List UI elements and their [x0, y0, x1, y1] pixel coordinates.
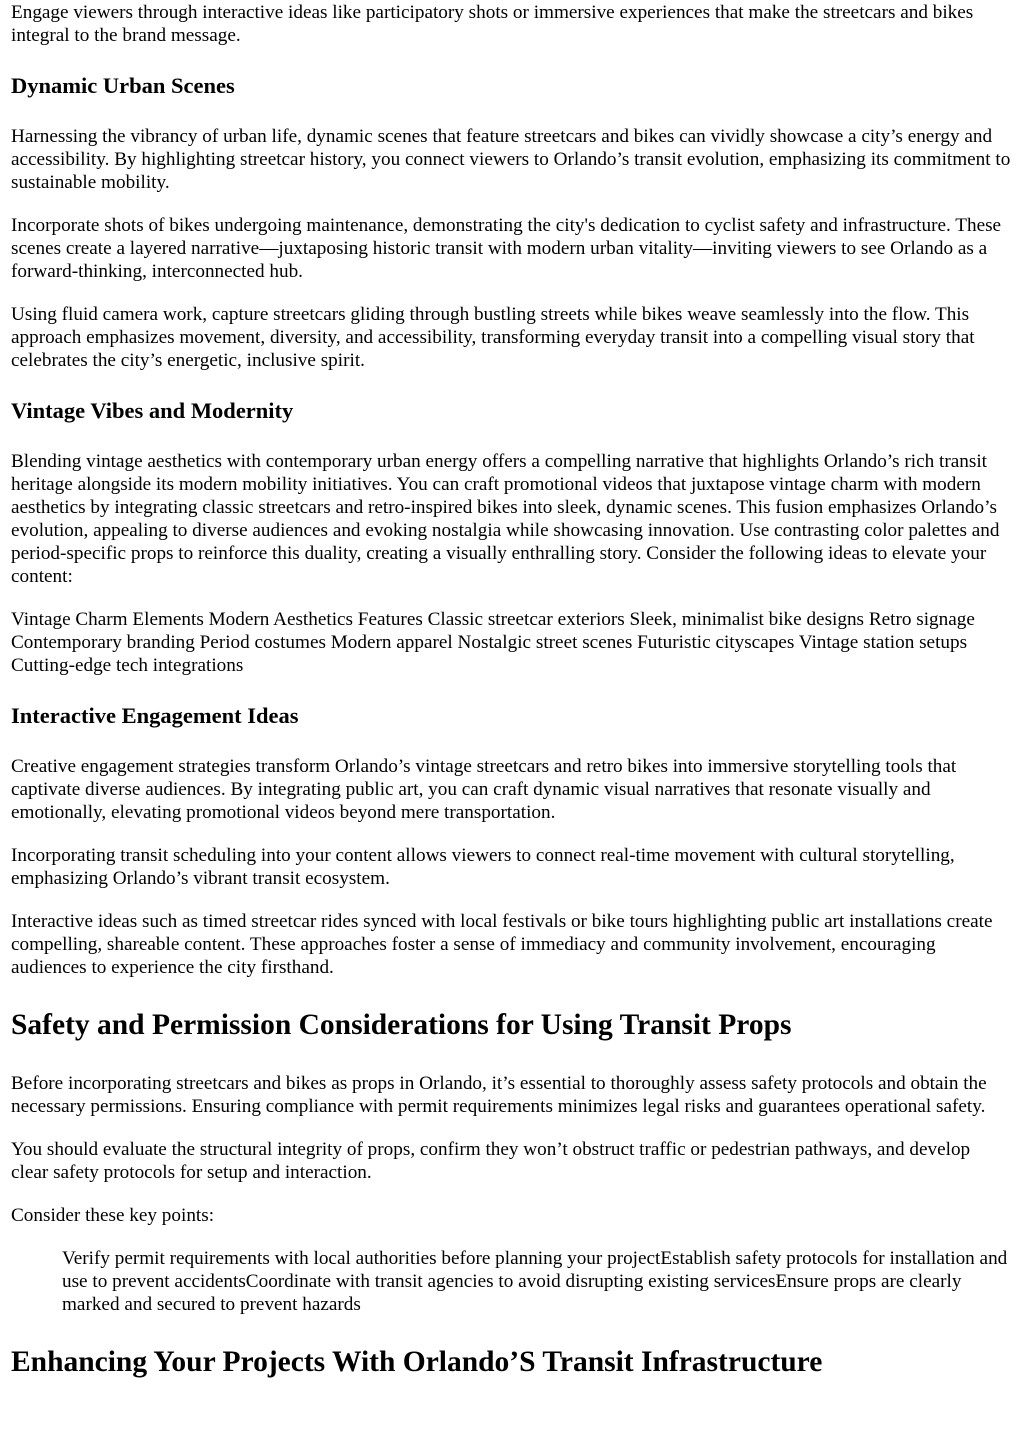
paragraph-interactive-ideas: Interactive ideas such as timed streetcar rides synced with local festivals or bike tours highlighting public art installations create compelling, shareable content. These approaches foster a sense of immediacy and community involvement, encouraging audiences to experience the city firsthand.	[11, 911, 993, 978]
paragraph-structural-integrity: You should evaluate the structural integrity of props, confirm they won’t obstruct traffic or pedestrian pathways, and develop clear safety protocols for setup and interaction.	[11, 1139, 971, 1183]
heading-vintage-vibes: Vintage Vibes and Modernity	[11, 398, 294, 423]
blockquote-key-points: Verify permit requirements with local authorities before planning your projectEstablish safety protocols for installation and use to prevent accidentsCoordinate with transit agencies to avoid disrupting existing servicesEnsure props are clearly marked and secured to prevent hazards	[62, 1248, 1008, 1315]
heading-dynamic-urban-scenes: Dynamic Urban Scenes	[11, 73, 235, 98]
heading-interactive-engagement: Interactive Engagement Ideas	[11, 703, 299, 728]
paragraph-key-points-intro: Consider these key points:	[11, 1205, 215, 1226]
paragraph-vintage-modern-table: Vintage Charm Elements Modern Aesthetics Features Classic streetcar exteriors Sleek, minimalist bike designs Retro signage Contemporary branding Period costumes Modern apparel Nostalgic street scenes Futuristic cityscapes Vintage station setups Cutting-edge tech integrations	[11, 609, 975, 676]
paragraph-transit-scheduling: Incorporating transit scheduling into your content allows viewers to connect real-time movement with cultural storytelling, emphasizing Orlando’s vibrant transit ecosystem.	[11, 845, 955, 889]
paragraph-bikes-maintenance: Incorporate shots of bikes undergoing maintenance, demonstrating the city's dedication to cyclist safety and infrastructure. These scenes create a layered narrative—juxtaposing historic transit with modern urban vitality—inviting viewers to see Orlando as a forward-thinking, interconnected hub.	[11, 215, 1002, 282]
heading-safety-permission: Safety and Permission Considerations for Using Transit Props	[11, 1009, 792, 1041]
heading-enhancing-projects: Enhancing Your Projects With Orlando’S Transit Infrastructure	[11, 1346, 823, 1378]
paragraph-blending-vintage: Blending vintage aesthetics with contemporary urban energy offers a compelling narrative that highlights Orlando’s rich transit heritage alongside its modern mobility initiatives. You can craft promotional videos that juxtapose vintage charm with modern aesthetics by integrating classic streetcars and retro-inspired bikes into sleek, dynamic scenes. This fusion emphasizes Orlando’s evolution, appealing to diverse audiences and evoking nostalgia while showcasing innovation. Use contrasting color palettes and period-specific props to reinforce this duality, creating a visually enthralling story. Consider the following ideas to elevate your content:	[11, 451, 1000, 587]
paragraph-before-incorporating: Before incorporating streetcars and bikes as props in Orlando, it’s essential to thoroughly assess safety protocols and obtain the necessary permissions. Ensuring compliance with permit requirements minimizes legal risks and guarantees operational safety.	[11, 1073, 987, 1117]
paragraph-engage-viewers: Engage viewers through interactive ideas like participatory shots or immersive experiences that make the streetcars and bikes integral to the brand message.	[11, 2, 974, 46]
paragraph-fluid-camera-work: Using fluid camera work, capture streetcars gliding through bustling streets while bikes weave seamlessly into the flow. This approach emphasizes movement, diversity, and accessibility, transforming everyday transit into a compelling visual story that celebrates the city’s energetic, inclusive spirit.	[11, 304, 975, 371]
document-content	[11, 1, 1012, 1409]
paragraph-creative-engagement: Creative engagement strategies transform Orlando’s vintage streetcars and retro bikes into immersive storytelling tools that captivate diverse audiences. By integrating public art, you can craft dynamic visual narratives that resonate visually and emotionally, elevating promotional videos beyond mere transportation.	[11, 756, 957, 823]
paragraph-harnessing-vibrancy: Harnessing the vibrancy of urban life, dynamic scenes that feature streetcars and bikes can vividly showcase a city’s energy and accessibility. By highlighting streetcar history, you connect viewers to Orlando’s transit evolution, emphasizing its commitment to sustainable mobility.	[11, 126, 1011, 193]
